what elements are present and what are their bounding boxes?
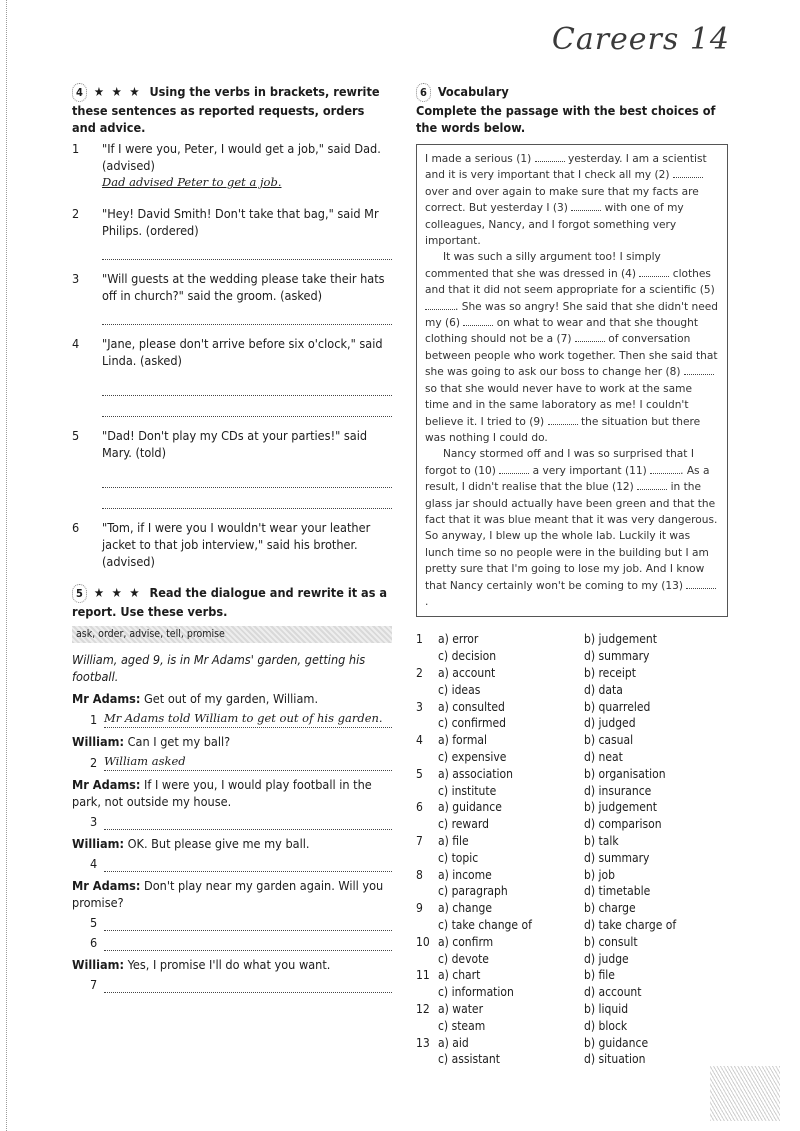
page-edge [6, 0, 7, 1131]
answer-line[interactable] [102, 473, 392, 488]
exercise-item [72, 427, 392, 509]
passage-text: . She was so angry! She said that she didn't need my (6) [425, 300, 719, 330]
choice-option[interactable]: d) summary [584, 649, 650, 664]
choice-number: 9 [416, 901, 423, 916]
speaker: Mr Adams: [72, 691, 141, 706]
item-number: 4 [72, 336, 80, 351]
dialogue-text: Yes, I promise I'll do what you want. [127, 957, 331, 972]
passage-text: clothes and that it did not seem appropriate for a scientific (5) [425, 267, 715, 297]
exercise-number: 5 [72, 584, 87, 603]
choice-number: 13 [416, 1035, 430, 1050]
dialogue-line [72, 733, 392, 750]
choice-row [416, 850, 728, 867]
exercise-instruction: Complete the passage with the best choices of the words below. [416, 103, 716, 135]
choice-option[interactable]: d) situation [584, 1052, 646, 1067]
report-answer[interactable] [90, 976, 392, 993]
dialogue-line [72, 956, 392, 973]
choice-row [416, 934, 728, 951]
left-column [72, 83, 392, 993]
dialogue-line [72, 877, 392, 911]
item-number: 6 [72, 520, 80, 535]
exercise-number: 6 [416, 83, 431, 102]
answer-number: 4 [90, 856, 98, 871]
choice-number: 6 [416, 800, 423, 815]
passage-paragraph [425, 249, 719, 446]
choices-list [416, 631, 728, 1068]
exercise-instruction: Using the verbs in brackets, rewrite these sentences as reported requests, orders and advice. [72, 84, 380, 135]
answer-number: 1 [90, 712, 98, 727]
dialogue-text: OK. But please give me my ball. [127, 836, 310, 851]
exercise-title: Vocabulary [437, 84, 509, 99]
answer-line[interactable] [102, 402, 392, 417]
choice-row [416, 1051, 728, 1068]
exercise-item [72, 335, 392, 417]
handwritten-answer: Mr Adams told William to get out of his garden. [104, 710, 392, 728]
exercise-item [72, 270, 392, 325]
passage-text: Nancy stormed off and I was so surprised that I forgot to (10) [425, 448, 694, 477]
choice-row [416, 883, 728, 900]
item-number: 1 [72, 141, 80, 156]
passage-text: . [425, 595, 429, 608]
report-answer[interactable] [90, 753, 392, 771]
answer-number: 2 [90, 755, 98, 770]
passage-text: with one of my colleagues, Nancy, and I forgot something very important. [425, 202, 684, 248]
spacer [416, 951, 438, 968]
passage-text: of conversation between people who work together. Then she said that she was going to ask our boss to change her (8) [425, 333, 718, 379]
choice-option[interactable]: a) change [438, 901, 492, 916]
report-answer[interactable] [90, 934, 392, 951]
answer-line[interactable] [102, 245, 392, 260]
answer-number: 5 [90, 915, 98, 930]
answer-line[interactable] [102, 494, 392, 509]
choice-row [416, 1035, 728, 1052]
item-text: "Tom, if I were you I wouldn't wear your leather jacket to that job interview," said his brother. (advised) [102, 520, 371, 569]
choice-number: 5 [416, 766, 423, 781]
gap-12[interactable] [637, 480, 667, 490]
page-title: Careers 14 [551, 22, 730, 57]
passage-paragraph [425, 151, 719, 249]
choice-option[interactable]: b) judgement [584, 632, 657, 647]
choice-option[interactable]: b) consult [584, 934, 638, 949]
difficulty-stars-icon: ★ ★ ★ [93, 84, 142, 99]
passage-text: yesterday. I am a scientist and it is very important that I check all my (2) [425, 153, 707, 182]
spacer [416, 883, 438, 900]
choice-row [416, 816, 728, 833]
gap-4[interactable] [639, 267, 669, 277]
choice-option[interactable]: c) steam [438, 1018, 486, 1033]
passage-text: the situation but there was nothing I could do. [425, 415, 701, 444]
gap-8[interactable] [684, 365, 714, 375]
choice-option[interactable]: a) aid [438, 1035, 469, 1050]
choice-option[interactable]: c) decision [438, 649, 497, 664]
item-text: "If I were you, Peter, I would get a job," said Dad. (advised) [102, 141, 381, 173]
gap-9[interactable] [548, 415, 578, 425]
speaker: William: [72, 957, 125, 972]
gap-7[interactable] [575, 332, 605, 342]
verb-box: ask, order, advise, tell, promise [72, 626, 392, 643]
choice-option[interactable]: a) guidance [438, 800, 502, 815]
choice-option[interactable]: d) block [584, 1018, 628, 1033]
passage-text: in the glass jar should actually have been green and that the fact that it was blue meant that it was very dangerous. So anyway, I blew up the whole lab. Luckily it was lunch time so no people were in the building but I am pretty sure that I'm going to lose my job. And I know that Nancy certainly won't be coming to my (13) [425, 481, 718, 592]
choice-option[interactable]: a) consulted [438, 699, 505, 714]
answer-line [104, 916, 392, 931]
choice-row [416, 917, 728, 934]
spacer [416, 682, 438, 699]
answer-line [104, 815, 392, 830]
choice-option[interactable]: c) take change of [438, 917, 532, 932]
dialogue-intro: William, aged 9, is in Mr Adams' garden, getting his football. [72, 652, 366, 684]
choice-option[interactable]: d) data [584, 682, 623, 697]
gap-10[interactable] [499, 464, 529, 474]
choice-option[interactable]: b) job [584, 867, 615, 882]
choice-row [416, 951, 728, 968]
passage-text: a very important (11) [532, 464, 647, 477]
choice-row [416, 833, 728, 850]
right-column [416, 83, 728, 1068]
answer-number: 3 [90, 814, 98, 829]
report-answer[interactable] [90, 710, 392, 728]
choice-option[interactable]: d) neat [584, 749, 623, 764]
choice-number: 3 [416, 699, 423, 714]
choice-option[interactable]: d) account [584, 985, 642, 1000]
item-number: 2 [72, 206, 80, 221]
choice-row [416, 967, 728, 984]
dialogue-line [72, 776, 392, 810]
spacer [416, 749, 438, 766]
choice-row [416, 699, 728, 716]
choice-option[interactable]: c) ideas [438, 682, 481, 697]
choice-row [416, 1018, 728, 1035]
passage-text: over and over again to make sure that my facts are correct. But yesterday I (3) [425, 185, 699, 215]
choice-option[interactable]: c) confirmed [438, 716, 507, 731]
choice-option[interactable]: b) judgement [584, 800, 657, 815]
passage-box [416, 144, 728, 617]
choice-option[interactable]: b) receipt [584, 665, 636, 680]
page-corner-mark [710, 1066, 780, 1121]
gap-5[interactable] [425, 300, 455, 310]
exercise-item [72, 140, 392, 191]
choice-row [416, 631, 728, 648]
passage-text: . As a result, I didn't realise that the blue (12) [425, 464, 710, 494]
choice-option[interactable]: b) liquid [584, 1001, 629, 1016]
choice-option[interactable]: a) confirm [438, 934, 494, 949]
choice-option[interactable]: a) file [438, 833, 469, 848]
item-text: "Hey! David Smith! Don't take that bag," said Mr Philips. (ordered) [102, 206, 379, 238]
choice-row [416, 900, 728, 917]
choice-row [416, 766, 728, 783]
choice-option[interactable]: a) chart [438, 968, 481, 983]
spacer [416, 715, 438, 732]
spacer [416, 917, 438, 934]
choice-option[interactable]: d) judge [584, 951, 629, 966]
dialogue-line [72, 835, 392, 852]
exercise-instruction: Read the dialogue and rewrite it as a report. Use these verbs. [72, 585, 388, 619]
passage-paragraph [425, 446, 719, 610]
choice-option[interactable]: d) timetable [584, 884, 651, 899]
choice-option[interactable]: a) error [438, 632, 479, 647]
handwritten-answer: Dad advised Peter to get a job. [102, 175, 282, 189]
passage-text: on what to wear and that she thought clothing should not be a (7) [425, 317, 699, 346]
choice-option[interactable]: c) reward [438, 817, 489, 832]
choice-number: 10 [416, 934, 430, 949]
choice-option[interactable]: b) quarreled [584, 699, 651, 714]
exercise-4-header [72, 83, 392, 136]
dialogue-text: Can I get my ball? [127, 734, 231, 749]
dialogue-text: Don't play near my garden again. Will you promise? [72, 878, 384, 910]
spacer [416, 648, 438, 665]
answer-line [104, 978, 392, 993]
choice-option[interactable]: a) formal [438, 733, 488, 748]
choice-option[interactable]: a) account [438, 665, 496, 680]
answer-line[interactable] [102, 310, 392, 325]
exercise-item [72, 205, 392, 260]
exercise-item [72, 519, 392, 570]
gap-2[interactable] [673, 168, 703, 178]
choice-number: 1 [416, 632, 423, 647]
choice-option[interactable]: c) assistant [438, 1052, 500, 1067]
choice-option[interactable]: c) information [438, 985, 514, 1000]
choice-number: 7 [416, 833, 423, 848]
report-answer[interactable] [90, 855, 392, 872]
exercise-number: 4 [72, 83, 87, 102]
gap-13[interactable] [686, 579, 716, 589]
item-number: 3 [72, 271, 80, 286]
spacer [416, 984, 438, 1001]
choice-option[interactable]: b) talk [584, 833, 619, 848]
choice-row [416, 715, 728, 732]
spacer [416, 1018, 438, 1035]
gap-11[interactable] [650, 464, 680, 474]
answer-line[interactable] [102, 381, 392, 396]
answer-line [104, 857, 392, 872]
report-answer[interactable] [90, 813, 392, 830]
choice-number: 2 [416, 665, 423, 680]
choice-option[interactable]: d) comparison [584, 817, 662, 832]
choice-row [416, 799, 728, 816]
choice-option[interactable]: d) insurance [584, 783, 652, 798]
answer-number: 6 [90, 935, 98, 950]
choice-number: 8 [416, 867, 423, 882]
choice-option[interactable]: c) expensive [438, 749, 507, 764]
choice-option[interactable]: b) charge [584, 901, 636, 916]
item-text: "Dad! Don't play my CDs at your parties!" said Mary. (told) [102, 428, 368, 460]
choice-option[interactable]: b) guidance [584, 1035, 649, 1050]
choice-row [416, 648, 728, 665]
speaker: Mr Adams: [72, 878, 141, 893]
report-answer[interactable] [90, 914, 392, 931]
answer-line [104, 936, 392, 951]
speaker: William: [72, 836, 125, 851]
choice-option[interactable]: c) devote [438, 951, 489, 966]
dialogue-line [72, 690, 392, 707]
choice-row [416, 732, 728, 749]
choice-option[interactable]: d) take charge of [584, 917, 677, 932]
choice-row [416, 984, 728, 1001]
speaker: Mr Adams: [72, 777, 141, 792]
choice-option[interactable]: c) topic [438, 850, 479, 865]
choice-option[interactable]: a) water [438, 1001, 484, 1016]
choice-option[interactable]: b) file [584, 968, 615, 983]
dialogue-text: Get out of my garden, William. [144, 691, 319, 706]
handwritten-answer: William asked [104, 753, 392, 771]
choice-row [416, 682, 728, 699]
choice-option[interactable]: d) judged [584, 716, 636, 731]
item-number: 5 [72, 428, 80, 443]
exercise-6-header [416, 83, 728, 102]
gap-1[interactable] [535, 152, 565, 162]
choice-number: 12 [416, 1001, 430, 1016]
passage-text: It was such a silly argument too! I simply commented that she was dressed in (4) [425, 251, 661, 280]
choice-option[interactable]: a) association [438, 766, 513, 781]
choice-row [416, 783, 728, 800]
item-text: "Jane, please don't arrive before six o'clock," said Linda. (asked) [102, 336, 383, 368]
passage-text: so that she would never have to work at the same time and in the same laboratory as me! I couldn't believe it. I tried to (9) [425, 382, 692, 428]
spacer [416, 783, 438, 800]
item-text: "Will guests at the wedding please take their hats off in church?" said the groom. (asked) [102, 271, 385, 303]
choice-row [416, 867, 728, 884]
passage-text: I made a serious (1) [425, 153, 532, 165]
choice-option[interactable]: c) institute [438, 783, 497, 798]
spacer [416, 1051, 438, 1068]
choice-row [416, 749, 728, 766]
choice-row [416, 1001, 728, 1018]
speaker: William: [72, 734, 125, 749]
exercise-5-header [72, 584, 392, 620]
gap-6[interactable] [463, 316, 493, 326]
difficulty-stars-icon: ★ ★ ★ [93, 585, 142, 600]
choice-option[interactable]: d) summary [584, 850, 650, 865]
choice-option[interactable]: c) paragraph [438, 884, 508, 899]
dialogue-text: If I were you, I would play football in the park, not outside my house. [72, 777, 372, 809]
choice-row [416, 665, 728, 682]
spacer [416, 850, 438, 867]
choice-number: 11 [416, 968, 430, 983]
answer-number: 7 [90, 977, 98, 992]
choice-option[interactable]: b) organisation [584, 766, 666, 781]
choice-number: 4 [416, 733, 423, 748]
spacer [416, 816, 438, 833]
choice-option[interactable]: b) casual [584, 733, 634, 748]
gap-3[interactable] [571, 201, 601, 211]
choice-option[interactable]: a) income [438, 867, 492, 882]
